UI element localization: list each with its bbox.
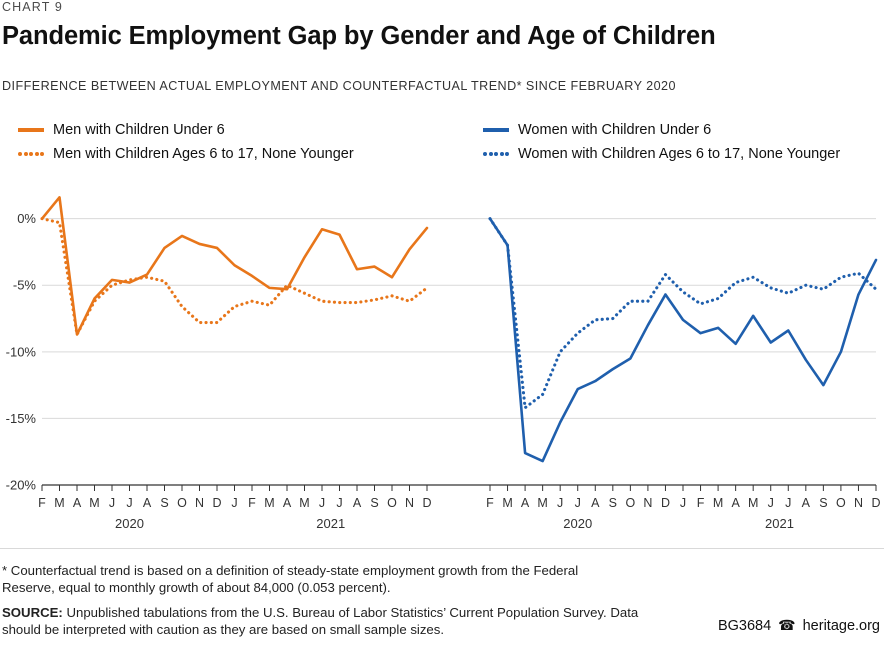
- x-axis-month-label: N: [853, 496, 863, 510]
- y-axis-tick-label: -5%: [12, 277, 36, 293]
- x-axis-month-label: F: [696, 496, 705, 510]
- x-axis-month-label: D: [871, 496, 881, 510]
- x-axis-month-label: D: [660, 496, 670, 510]
- y-axis-tick-label: -20%: [5, 477, 36, 493]
- footnote: * Counterfactual trend is based on a definition of steady-state employment growth from the Federal Reserve, equal to monthly growth of about 84,000 (0.053 percent).: [2, 563, 579, 596]
- x-axis-month-label: F: [248, 496, 256, 510]
- chart-subtitle: DIFFERENCE BETWEEN ACTUAL EMPLOYMENT AND COUNTERFACTUAL TREND* SINCE FEBRUARY 2020: [2, 79, 676, 93]
- x-axis-month-label: M: [264, 496, 275, 510]
- x-axis-year-label: 2021: [765, 516, 794, 531]
- x-axis-month-label: M: [89, 496, 100, 510]
- source-label: SOURCE:: [2, 605, 63, 620]
- legend-item-men-under-6: [18, 122, 225, 138]
- legend-swatch-solid-orange: [18, 128, 44, 132]
- chart-svg: [0, 178, 884, 538]
- series-line: [42, 197, 427, 334]
- x-axis-month-label: O: [836, 496, 846, 510]
- telephone-icon: ☎: [778, 617, 796, 633]
- x-axis-month-label: A: [731, 496, 740, 510]
- x-axis-month-label: J: [679, 496, 687, 510]
- x-axis-month-label: J: [336, 496, 343, 510]
- x-axis-month-label: O: [625, 496, 636, 510]
- x-axis-month-label: D: [422, 496, 432, 510]
- x-axis-month-label: M: [747, 496, 759, 510]
- x-axis-month-label: J: [574, 496, 581, 510]
- x-axis-month-label: M: [299, 496, 310, 510]
- x-axis-month-label: N: [194, 496, 205, 510]
- brand-footer: [718, 617, 880, 634]
- x-axis-month-label: F: [38, 496, 46, 510]
- x-axis-year-label: 2021: [316, 516, 346, 531]
- x-axis-month-label: J: [767, 496, 774, 510]
- source-note: [2, 604, 642, 639]
- legend-item-men-6-to-17: [18, 146, 354, 162]
- chart-plot-area: [0, 178, 884, 538]
- x-axis-month-label: A: [142, 496, 152, 510]
- x-axis-month-label: N: [404, 496, 415, 510]
- footer-divider: [0, 548, 884, 549]
- x-axis-month-label: N: [643, 496, 653, 510]
- x-axis-month-label: S: [370, 496, 379, 510]
- x-axis-month-label: F: [486, 496, 494, 510]
- x-axis-month-label: J: [126, 496, 133, 510]
- x-axis-month-label: O: [177, 496, 187, 510]
- x-axis-month-label: M: [537, 496, 548, 510]
- x-axis-month-label: A: [801, 496, 810, 510]
- x-axis-month-label: J: [785, 496, 792, 510]
- legend-swatch-solid-blue: [483, 128, 509, 132]
- x-axis-month-label: A: [72, 496, 82, 510]
- x-axis-month-label: J: [108, 496, 116, 510]
- x-axis-month-label: J: [557, 496, 564, 510]
- x-axis-month-label: M: [502, 496, 513, 510]
- legend-item-women-under-6: [483, 122, 711, 138]
- y-axis-tick-label: 0%: [17, 211, 36, 227]
- chart-number: CHART 9: [2, 0, 63, 14]
- x-axis-month-label: M: [54, 496, 65, 510]
- x-axis-month-label: J: [318, 496, 326, 510]
- legend-item-women-6-to-17: [483, 146, 840, 162]
- x-axis-month-label: S: [160, 496, 169, 510]
- x-axis-month-label: A: [282, 496, 292, 510]
- x-axis-month-label: A: [352, 496, 362, 510]
- x-axis-year-label: 2020: [115, 516, 144, 531]
- x-axis-month-label: M: [712, 496, 724, 510]
- legend-label: Women with Children Under 6: [518, 122, 712, 138]
- source-text: Unpublished tabulations from the U.S. Bureau of Labor Statistics’ Current Population Survey. Data should be interpreted with caution as they are based on small sample sizes.: [2, 605, 639, 638]
- x-axis-year-label: 2020: [563, 516, 593, 531]
- legend-label: Women with Children Ages 6 to 17, None Younger: [518, 146, 841, 162]
- x-axis-month-label: A: [591, 496, 600, 510]
- legend-swatch-dotted-blue: [483, 152, 509, 156]
- x-axis-month-label: S: [819, 496, 828, 510]
- legend-label: Men with Children Ages 6 to 17, None Younger: [53, 146, 354, 162]
- x-axis-month-label: O: [387, 496, 397, 510]
- x-axis-month-label: S: [608, 496, 617, 510]
- y-axis-tick-label: -10%: [5, 344, 36, 360]
- series-line: [42, 219, 427, 335]
- y-axis-tick-label: -15%: [5, 410, 36, 426]
- heritage-site-label: heritage.org: [802, 617, 880, 634]
- series-line: [490, 219, 876, 461]
- legend: [2, 120, 880, 170]
- legend-label: Men with Children Under 6: [53, 122, 225, 138]
- x-axis-month-label: A: [520, 496, 530, 510]
- page-title: Pandemic Employment Gap by Gender and Age of Children: [2, 22, 716, 50]
- x-axis-month-label: D: [212, 496, 222, 510]
- bg-code: BG3684: [717, 617, 772, 634]
- x-axis-month-label: J: [231, 496, 238, 510]
- legend-swatch-dotted-orange: [18, 152, 44, 156]
